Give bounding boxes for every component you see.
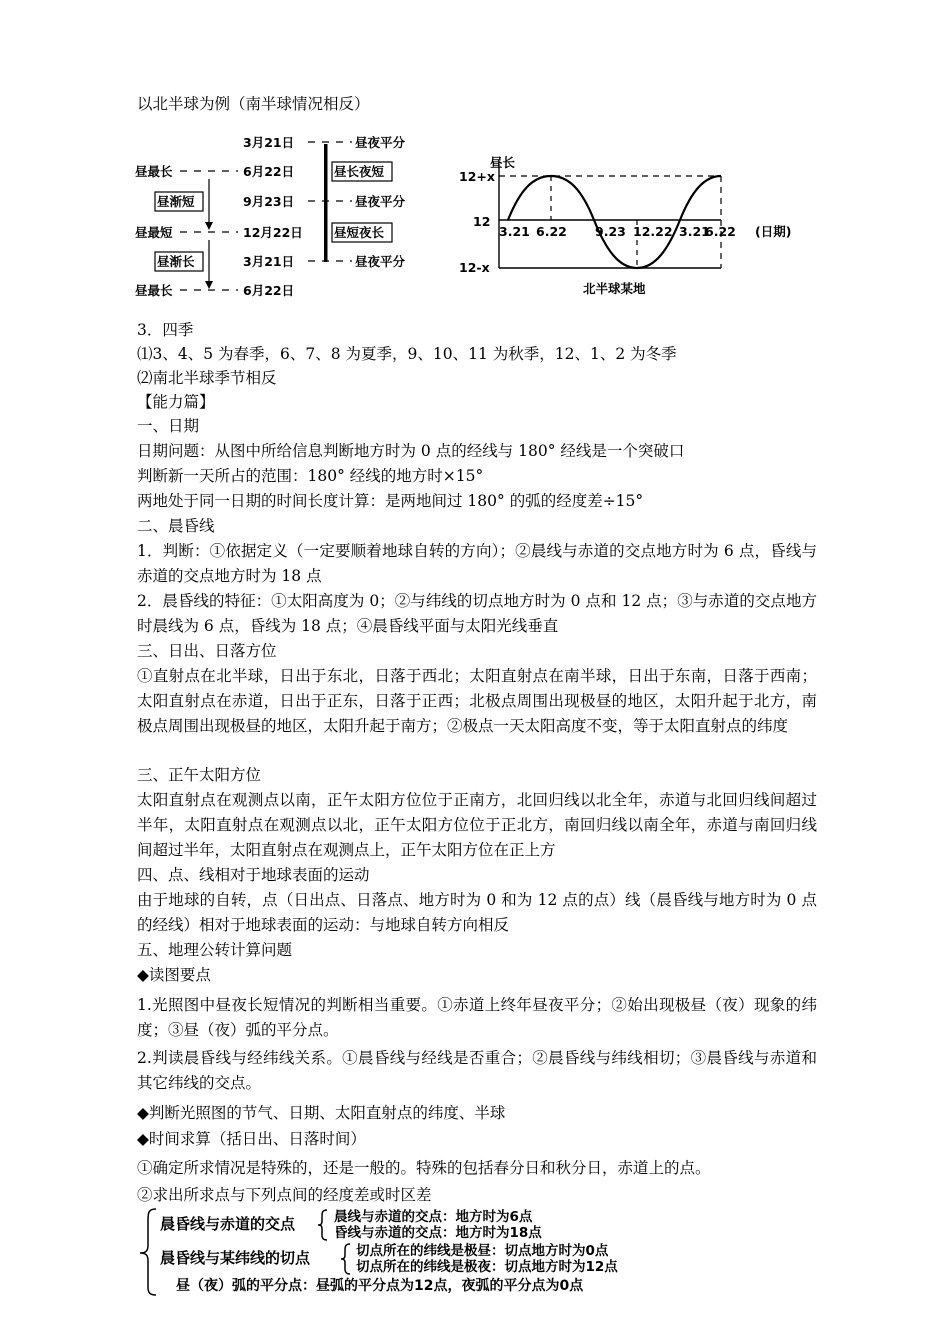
text-line: 判断新一天所占的范围：180° 经线的地方时×15° bbox=[137, 467, 484, 485]
right-label: 昼短夜长 bbox=[334, 225, 385, 240]
paragraph: 1．判断：①依据定义（一定要顺着地球自转的方向）；②晨线与赤道的交点地方时为 6 点，昏线与赤道的交点地方时为 18 点 bbox=[137, 542, 817, 585]
text-line: ⑵南北半球季节相反 bbox=[137, 369, 277, 387]
section-heading: 三、正午太阳方位 bbox=[137, 766, 262, 784]
x-tick-label: 3.21 bbox=[499, 224, 530, 239]
bullet-heading: ◆时间求算（括日出、日落时间） bbox=[137, 1130, 366, 1148]
date-label: 12月22日 bbox=[243, 225, 303, 240]
paragraph: 1.光照图中昼夜长短情况的判断相当重要。①赤道上终年昼夜平分；②始出现极昼（夜）现象的纬度；③昼（夜）弧的平分点。 bbox=[137, 996, 817, 1039]
x-tick-label: 12.22 bbox=[633, 224, 673, 239]
y-tick-label: 12-x bbox=[459, 260, 490, 275]
group-item: 昏线与赤道的交点：地方时为18点 bbox=[334, 1225, 542, 1241]
group-label: 晨昏线与赤道的交点 bbox=[160, 1215, 296, 1233]
date-label: 6月22日 bbox=[243, 164, 295, 179]
section-heading: 四、点、线相对于地球表面的运动 bbox=[137, 866, 370, 884]
date-label: 3月21日 bbox=[243, 254, 295, 269]
right-label: 昼夜平分 bbox=[355, 135, 406, 150]
date-label: 6月22日 bbox=[243, 283, 295, 298]
text-line: 日期问题：从图中所给信息判断地方时为 0 点的经线与 180° 经线是一个突破口 bbox=[137, 442, 685, 460]
section-heading: 三、日出、日落方位 bbox=[137, 642, 277, 660]
left-label: 昼最短 bbox=[135, 225, 173, 240]
group-item: 切点所在的纬线是极昼：切点地方时为0点 bbox=[356, 1243, 609, 1259]
section-heading: 【能力篇】 bbox=[137, 393, 215, 411]
section-heading: 二、晨昏线 bbox=[137, 517, 215, 535]
date-label: 3月21日 bbox=[243, 135, 295, 150]
paragraph: 太阳直射点在观测点以南，正午太阳方位位于正南方，北回归线以北全年，赤道与北回归线间超过半年，太阳直射点在观测点以北，正午太阳方位位于正北方，南回归线以南全年，赤道与南回归线间超过半年，太阳直射点在观测点上，正午太阳方位在正上方 bbox=[137, 791, 817, 859]
left-label: 昼渐长 bbox=[157, 254, 195, 269]
text-line: 两地处于同一日期的时间长度计算：是两地间过 180° 的弧的经度差÷15° bbox=[137, 492, 644, 510]
y-axis-title: 昼长 bbox=[490, 155, 516, 170]
paragraph: 2．晨昏线的特征：①太阳高度为 0；②与纬线的切点地方时为 0 点和 12 点；③与赤道的交点地方时晨线为 6 点，昏线为 18 点；④晨昏线平面与太阳光线垂直 bbox=[137, 592, 817, 635]
paragraph: 由于地球的自转，点（日出点、日落点、地方时为 0 和为 12 点的点）线（晨昏线与地方时为 0 点的经线）相对于地球表面的运动：与地球自转方向相反 bbox=[137, 891, 817, 934]
main-brace bbox=[140, 1209, 156, 1295]
x-axis-unit: (日期) bbox=[755, 224, 792, 239]
section-heading: 五、地理公转计算问题 bbox=[137, 941, 293, 959]
section-heading: 一、日期 bbox=[137, 417, 200, 435]
group-item: 晨线与赤道的交点：地方时为6点 bbox=[334, 1209, 533, 1225]
right-label: 昼长夜短 bbox=[334, 164, 385, 179]
sub-brace bbox=[318, 1210, 327, 1240]
left-label: 昼最长 bbox=[135, 283, 173, 298]
bullet-heading: ◆读图要点 bbox=[137, 966, 211, 984]
paragraph: 2.判读晨昏线与经纬线关系。①晨昏线与经线是否重合；②晨昏线与纬线相切；③晨昏线与赤道和其它纬线的交点。 bbox=[137, 1049, 817, 1092]
group-label: 昼（夜）弧的平分点：昼弧的平分点为12点，夜弧的平分点为0点 bbox=[176, 1278, 584, 1294]
paragraph: ①直射点在北半球，日出于东北，日落于西北；太阳直射点在南半球，日出于东南，日落于西南；太阳直射点在赤道，日出于正东，日落于正西；北极点周围出现极昼的地区，太阳升起于北方，南极点周围出现极昼的地区，太阳升起于南方；②极点一天太阳高度不变，等于太阳直射点的纬度 bbox=[137, 667, 817, 735]
right-label: 昼夜平分 bbox=[355, 194, 406, 209]
intro-line: 以北半球为例（南半球情况相反） bbox=[137, 95, 370, 113]
period-bar bbox=[324, 144, 328, 262]
chart-caption: 北半球某地 bbox=[583, 281, 646, 296]
daylength-sine-chart bbox=[445, 150, 815, 300]
x-tick-label: 9.23 bbox=[595, 224, 626, 239]
y-tick-label: 12+x bbox=[459, 169, 495, 184]
right-label: 昼夜平分 bbox=[355, 254, 406, 269]
group-item: 切点所在的纬线是极夜：切点地方时为12点 bbox=[356, 1259, 618, 1275]
terminator-points-diagram bbox=[138, 1205, 698, 1297]
section-heading: 3．四季 bbox=[137, 321, 194, 339]
x-tick-label: 6.22 bbox=[705, 224, 736, 239]
left-label: 昼渐短 bbox=[157, 194, 195, 209]
x-tick-label: 3.21 bbox=[679, 224, 710, 239]
text-line: ⑴3、4、5 为春季，6、7、8 为夏季，9、10、11 为秋季，12、1、2 为冬季 bbox=[137, 345, 677, 363]
day-length-curve bbox=[508, 176, 721, 268]
y-tick-label: 12 bbox=[473, 214, 491, 229]
sub-brace bbox=[341, 1244, 350, 1274]
text-line: ②求出所求点与下列点间的经度差或时区差 bbox=[137, 1186, 432, 1204]
group-label: 晨昏线与某纬线的切点 bbox=[160, 1249, 311, 1267]
daylength-diagram bbox=[130, 130, 430, 305]
date-label: 9月23日 bbox=[243, 194, 295, 209]
x-tick-label: 6.22 bbox=[536, 224, 567, 239]
text-line: ①确定所求情况是特殊的，还是一般的。特殊的包括春分日和秋分日，赤道上的点。 bbox=[137, 1159, 711, 1177]
left-label: 昼最长 bbox=[135, 164, 173, 179]
bullet-heading: ◆判断光照图的节气、日期、太阳直射点的纬度、半球 bbox=[137, 1104, 506, 1122]
